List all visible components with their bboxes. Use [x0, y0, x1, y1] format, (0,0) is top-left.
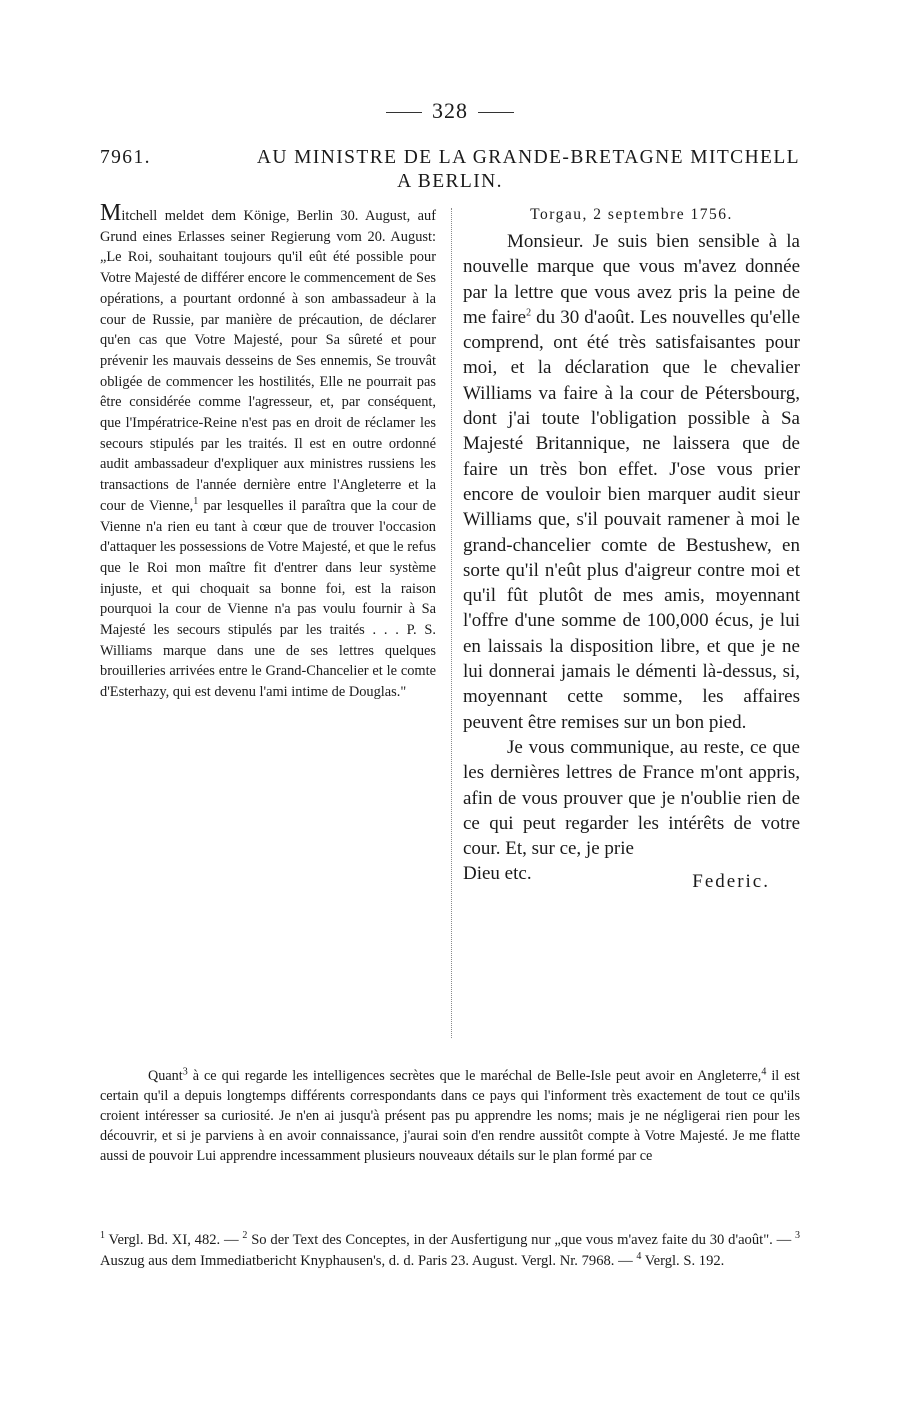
footnote-ref-1: 1	[193, 496, 199, 508]
letter-heading	[100, 146, 800, 194]
footnote-3-number: 3	[795, 1230, 801, 1242]
letter-number: 7961.	[100, 147, 151, 168]
summary-text-continued: par lesquelles il paraîtra que la cour de Vienne n'a rien eu tant à cœur que de trouver l'occasion d'attaquer les possessions de Votre Majesté, et que le refus que le Roi mon maître fit d'entrer dans leur système injuste, et qui choquait sa bonne foi, est la raison pourquoi la cour de Vienne n'a pas voulu fournir à Sa Majesté les secours stipulés par les traités . . . P. S. Williams marque dans une de ses lettres quelques brouilleries arrivées entre le Grand-Chancelier et le comte d'Esterhazy, qui est devenu l'ami intime de Douglas."	[100, 497, 436, 701]
footnote-1-number: 1	[100, 1230, 105, 1242]
footnote-ref-3: 3	[182, 1066, 188, 1078]
footnote-3-text: Auszug aus dem Immediatbericht Knyphausen's, d. d. Paris 23. August. Vergl. Nr. 7968. —	[100, 1252, 637, 1269]
letter-closing	[463, 861, 800, 891]
signature: Federic.	[692, 871, 770, 893]
footnote-1-text: Vergl. Bd. XI, 482. —	[105, 1232, 243, 1248]
footnotes	[100, 1230, 800, 1271]
letter-paragraph-2: Je vous communique, au reste, ce que les dernières lettres de France m'ont appris, afin de vous prouver que je n'oublie rien de ce qui peut regarder les intérêts de votre cour. Et, sur ce, je prie	[463, 736, 800, 860]
page-number-text: 328	[432, 98, 468, 123]
body-rest: il est certain qu'il a depuis longtemps différents correspondants dans ce pays qui l'informent très exactement de tout ce qu'ils croient intéresser sa curiosité. Je n'en ai jusqu'à présent pas pu apprendre les noms; mais je ne négligerai rien pour les découvrir, et si je parviens à en avoir connaissance, j'aurai soin d'en rendre aussitôt compte à Votre Majesté. Je me flatte aussi de pouvoir Lui apprendre incessamment plusieurs nouveaux détails sur le plan formé par ce	[100, 1068, 800, 1164]
page-number-dash-right	[478, 112, 514, 113]
footnote-4-text: Vergl. S. 192.	[641, 1252, 725, 1269]
letter-p1-end: du 30 d'août. Les nouvelles qu'elle comprend, ont été très satisfaisantes pour moi, et la déclaration que le chevalier Williams va faire à la cour de Pétersbourg, dont j'ai toute l'obligation possible à Sa Majesté Britannique, ne laissera que de faire un très bon effet. J'ose vous prier encore de vouloir bien marquer audit sieur Williams que, s'il pouvait ramener à moi le grand-chancelier comte de Bestushew, en sorte qu'il n'eût plus d'aigreur contre moi et qu'il fût plutôt de mes amis, moyennant l'offre d'une somme de 100,000 écus, je lui en laissais la disposition libre, et que je ne lui donnerai jamais le démenti là-dessus, si, moyennant cette somme, les affaires peuvent être remises sur un bon pied.	[463, 306, 801, 733]
heading-line-1	[100, 146, 800, 170]
summary-initial: M	[100, 200, 122, 226]
footnote-ref-4: 4	[761, 1066, 767, 1078]
footnote-2-number: 2	[242, 1230, 248, 1242]
footnote-2-text: So der Text des Conceptes, in der Ausfertigung nur „que vous m'avez faite du 30 d'août". —	[247, 1232, 796, 1248]
letter-column	[463, 203, 800, 891]
footnote-ref-2: 2	[526, 307, 532, 319]
summary-column	[100, 200, 436, 703]
summary-text: itchell meldet dem Könige, Berlin 30. August, auf Grund eines Erlasses seiner Regierung vom 20. August: „Le Roi, souhaitant toujours qu'il eût été possible pour Votre Majesté de différer encore le commencement de Ses opérations, a pourtant ordonné à son ambassadeur à la cour de Russie, par manière de précaution, de déclarer qu'en cas que Votre Majesté, pour Sa sûreté et pour prévenir les mauvais desseins de Ses ennemis, Se trouvât obligée de commencer les hostilités, Elle ne pourrait pas être considérée comme l'agresseur, et, par conséquent, que l'Impératrice-Reine n'est pas en droit de réclamer les secours stipulés par les traités. Il est en outre ordonné audit ambassadeur d'expliquer aux ministres russiens les transactions de l'année dernière entre l'Angleterre et la cour de Vienne,	[100, 208, 436, 514]
closing-formula: Dieu etc.	[463, 863, 532, 885]
dateline: Torgau, 2 septembre 1756.	[530, 206, 733, 223]
page-number	[0, 98, 900, 124]
body-mid: à ce qui regarde les intelligences secrètes que le maréchal de Belle-Isle peut avoir en Angleterre,	[187, 1068, 762, 1084]
footnote-4-number: 4	[636, 1250, 642, 1262]
body-paragraph	[100, 1066, 800, 1166]
column-divider	[451, 208, 452, 1038]
heading-title-line-2: A BERLIN.	[397, 171, 503, 192]
letter-p1-start: Monsieur. Je suis bien sensible à la nouvelle marque que vous m'avez donnée par la lettre que vous avez pris la peine de me faire	[463, 231, 800, 328]
body-start: Quant	[148, 1068, 183, 1084]
heading-title-line-1: AU MINISTRE DE LA GRANDE-BRETAGNE MITCHELL	[256, 147, 800, 168]
page-number-dash-left	[386, 112, 422, 113]
letter-paragraph-1	[463, 229, 800, 735]
